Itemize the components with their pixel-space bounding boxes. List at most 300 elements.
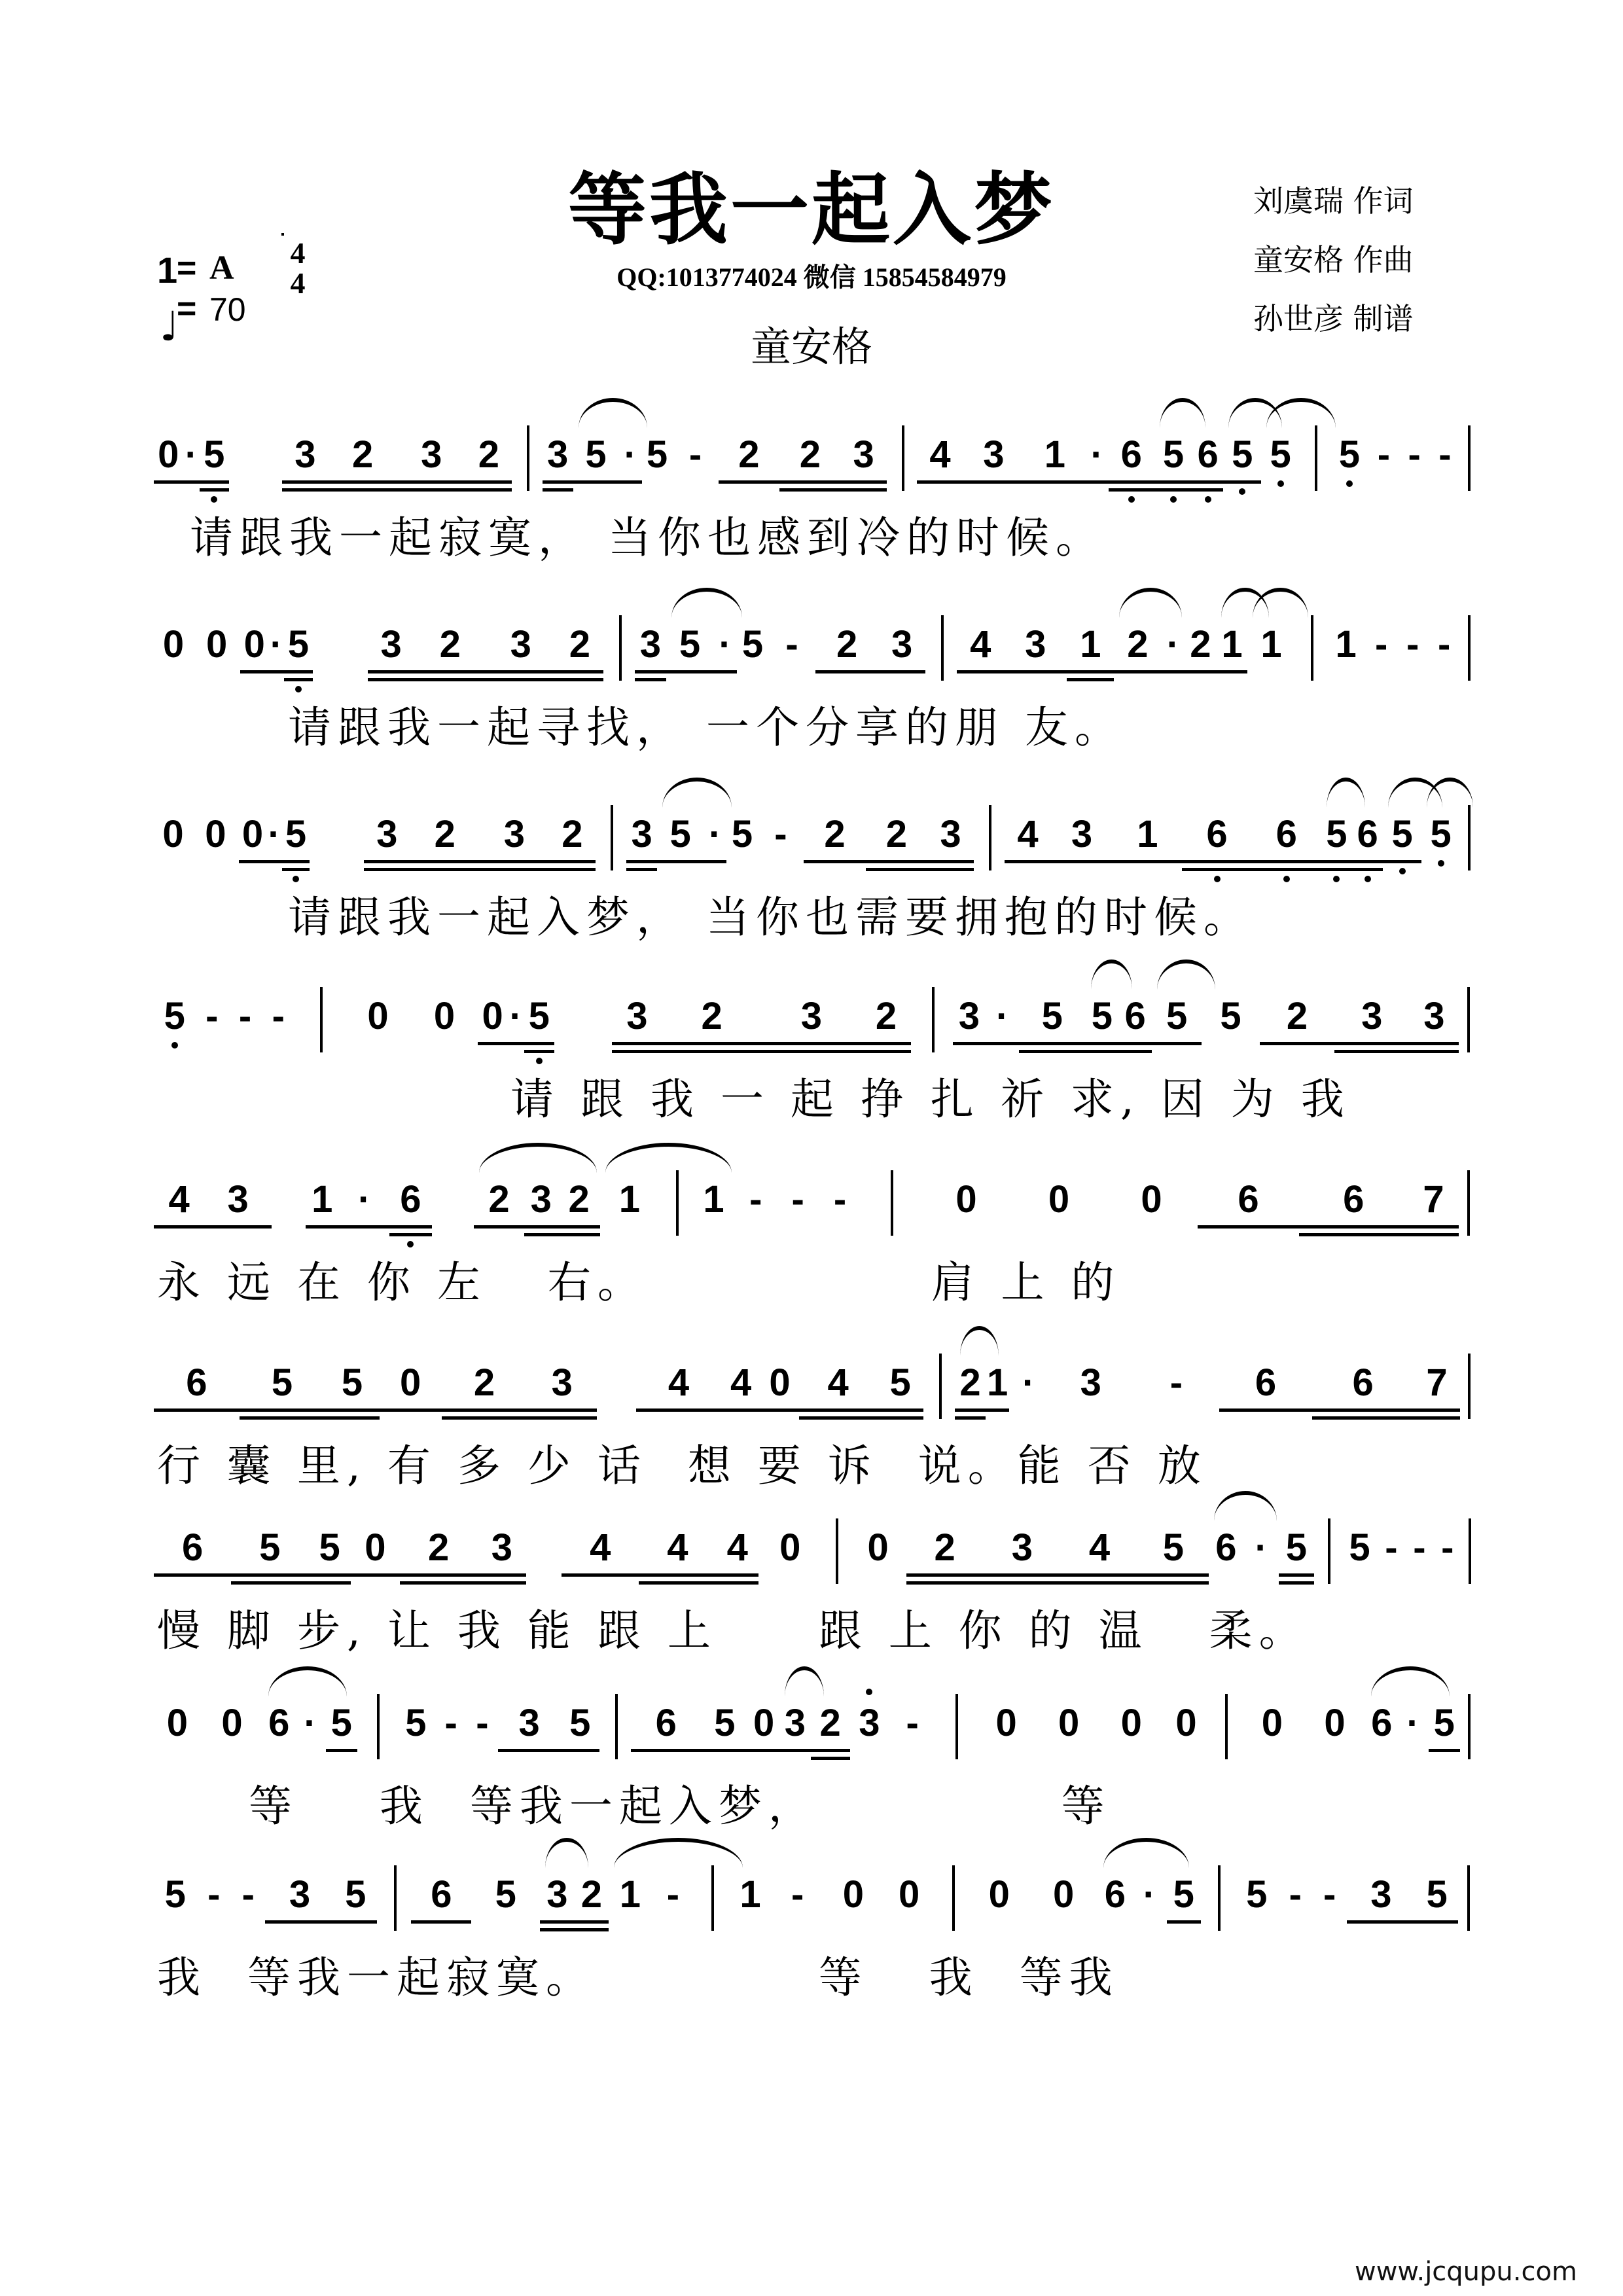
note-text: 0 (365, 1526, 386, 1569)
underline-eighth (1109, 480, 1154, 484)
note-text: 2 (875, 995, 897, 1037)
underline-sixteenth (1067, 678, 1114, 681)
barline-stroke (952, 1865, 955, 1931)
note-text: 4 (1088, 1526, 1111, 1569)
underline-eighth (1152, 1042, 1202, 1045)
note (953, 994, 986, 1039)
extension-dash (1366, 622, 1397, 668)
slur-arc (268, 1666, 347, 1696)
barline (1295, 622, 1327, 668)
underline-eighth (339, 1225, 389, 1229)
note (474, 1177, 524, 1223)
note (666, 622, 713, 668)
note (1209, 1525, 1244, 1571)
note-text: 2 (1286, 995, 1308, 1037)
note (540, 1872, 574, 1918)
note-text: - (1385, 1526, 1398, 1569)
slur-arc (662, 778, 732, 808)
underline-eighth (631, 1749, 702, 1752)
underline-sixteenth (328, 488, 397, 492)
underline-sixteenth (524, 1233, 558, 1236)
underline-eighth (713, 670, 737, 673)
note (306, 1177, 339, 1223)
underline-sixteenth (1019, 1050, 1086, 1053)
note (662, 994, 761, 1039)
contact-info: QQ:1013774024 微信 15854584979 (616, 262, 1007, 292)
underline-eighth (478, 1042, 508, 1045)
underline-sixteenth (240, 1416, 325, 1420)
score-line (154, 1360, 1476, 1439)
underline-sixteenth (364, 868, 410, 871)
underline-eighth (266, 860, 282, 863)
note-text: · (1143, 1873, 1156, 1916)
underline-eighth (1024, 480, 1086, 484)
underline-eighth (704, 860, 726, 863)
underline-sixteenth (877, 1416, 923, 1420)
note (154, 812, 192, 857)
extension-dash (1377, 1525, 1405, 1571)
barline (1300, 432, 1330, 478)
note-text: 2 (836, 623, 858, 666)
slur-arc (785, 1666, 824, 1696)
note (957, 622, 1004, 668)
note-text: 2 (738, 433, 760, 476)
extension-dash (772, 1872, 823, 1918)
note-text: 0 (988, 1873, 1010, 1916)
note (636, 1360, 722, 1406)
key-name: A (209, 249, 234, 287)
note-text: · (719, 623, 732, 666)
note-text: - (444, 1702, 457, 1744)
underline-eighth (411, 1920, 471, 1924)
note (927, 812, 974, 857)
note-text: - (785, 623, 798, 666)
note-text: 5 (341, 1361, 363, 1404)
note (1024, 432, 1086, 478)
note (779, 1700, 811, 1746)
note-text: 5 (287, 623, 310, 666)
underline-eighth (486, 670, 556, 673)
note-text: 5 (528, 995, 550, 1037)
underline-eighth (1321, 860, 1352, 863)
underline-eighth (415, 670, 486, 673)
note-text: 1 (740, 1873, 761, 1916)
augmentation-dot (704, 812, 726, 857)
note-text: 2 (434, 813, 455, 855)
underline-eighth (1223, 480, 1261, 484)
underline-eighth (1086, 480, 1109, 484)
note (526, 1525, 562, 1571)
note (721, 1360, 760, 1406)
underline-eighth (325, 1408, 379, 1412)
note-text: 2 (569, 623, 590, 666)
note-text: 5 (495, 1873, 516, 1916)
slur-arc (1427, 778, 1473, 808)
note (478, 994, 508, 1039)
underline-sixteenth (811, 1757, 850, 1760)
note (334, 1872, 377, 1918)
note-text: · (185, 433, 198, 476)
underline-eighth (282, 480, 328, 484)
underline-eighth (666, 670, 713, 673)
note-text: 6 (1215, 1526, 1237, 1569)
barline (1461, 1525, 1475, 1571)
note (1037, 1700, 1100, 1746)
underline-sixteenth (1252, 868, 1321, 871)
underline-eighth (779, 480, 841, 484)
notation-row (154, 1525, 1476, 1604)
note-text: 0 (779, 1526, 801, 1569)
barline (925, 622, 957, 668)
lyrics-line: 行 囊 里, 有 多 少 话 想 要 诉 说。能 否 放 (157, 1441, 1207, 1491)
high-octave-dot (866, 1689, 872, 1695)
note-text: 5 (1166, 995, 1188, 1037)
notation-row (154, 622, 1476, 700)
barline-stroke (939, 1354, 942, 1419)
underline-eighth (906, 1573, 984, 1577)
note-text: - (1169, 1361, 1183, 1404)
underline-sixteenth (477, 1581, 526, 1585)
note-text: 2 (799, 433, 821, 476)
note-text: - (1438, 623, 1451, 666)
note-text: 2 (580, 1873, 602, 1916)
underline-sixteenth (799, 1416, 877, 1420)
barline-stroke (527, 425, 529, 491)
slur-arc (545, 1838, 588, 1868)
note-text: 5 (1173, 1873, 1194, 1916)
underline-eighth (702, 1749, 749, 1752)
augmentation-dot (1009, 1360, 1048, 1406)
barline (974, 812, 1005, 857)
note-text: 2 (488, 1178, 510, 1221)
barline-stroke (615, 1694, 618, 1759)
note-text: 2 (478, 433, 500, 476)
note-text: 3 (853, 433, 874, 476)
underline-eighth (442, 1408, 527, 1412)
note (231, 1525, 308, 1571)
note-text: 3 (800, 995, 822, 1037)
note (1100, 1700, 1163, 1746)
slur-arc (1371, 1666, 1450, 1696)
barline-stroke (941, 615, 944, 681)
underline-eighth (1383, 860, 1421, 863)
note-text: 5 (1349, 1526, 1370, 1569)
note (1105, 1177, 1198, 1223)
barline (861, 1177, 920, 1223)
note (154, 1177, 204, 1223)
note-text: 0 (221, 1702, 243, 1744)
note-text: 5 (259, 1526, 281, 1569)
note (432, 1177, 474, 1223)
note (368, 622, 415, 668)
extension-dash (672, 432, 718, 478)
note-text: 0 (205, 813, 226, 855)
note-text: 6 (1104, 1873, 1126, 1916)
note (717, 1525, 758, 1571)
extension-dash (435, 1700, 467, 1746)
note-text: 0 (769, 1361, 791, 1404)
underline-eighth (1138, 1573, 1208, 1577)
underline-eighth (368, 670, 415, 673)
note (1167, 1872, 1201, 1918)
underline-eighth (543, 480, 573, 484)
note (265, 1872, 334, 1918)
extension-dash (467, 1700, 498, 1746)
underline-sixteenth (415, 678, 486, 681)
extension-dash (1133, 1360, 1219, 1406)
note (702, 1700, 749, 1746)
extension-dash (1399, 432, 1430, 478)
underline-eighth (639, 1573, 716, 1577)
note (1304, 1700, 1366, 1746)
underline-eighth (815, 670, 878, 673)
quarter-note-icon: ♩ (160, 302, 179, 350)
underline-eighth (474, 1225, 524, 1229)
note (984, 1525, 1061, 1571)
underline-eighth (477, 1573, 526, 1577)
augmentation-dot (1161, 622, 1185, 668)
slur-arc (960, 1326, 999, 1356)
underline-sixteenth (325, 1416, 379, 1420)
note (345, 994, 412, 1039)
underline-eighth (1067, 670, 1114, 673)
note (975, 1700, 1038, 1746)
underline-eighth (351, 1573, 400, 1577)
note (1109, 432, 1154, 478)
barline (1460, 812, 1476, 857)
underline-eighth (986, 1042, 1019, 1045)
note-text: 5 (1285, 1526, 1307, 1569)
lyrics-line: 请跟我一起寂寞， 当你也感到冷的时候。 (190, 512, 1105, 563)
underline-eighth (1167, 1920, 1201, 1924)
note-text: 0 (955, 1178, 977, 1221)
extension-dash (195, 994, 228, 1039)
note-text: 0 (162, 623, 185, 666)
slur-arc (1266, 398, 1335, 428)
note (498, 1700, 561, 1746)
note-text: 3 (546, 433, 569, 476)
underline-sixteenth (389, 1233, 431, 1236)
barline (512, 432, 543, 478)
underline-sixteenth (200, 488, 228, 492)
underline-eighth (524, 1225, 558, 1229)
underline-eighth (400, 1573, 477, 1577)
low-octave-dot (1346, 480, 1353, 487)
note (389, 1177, 431, 1223)
note-text: 5 (1220, 995, 1241, 1037)
underline-sixteenth (466, 488, 512, 492)
note-text: 3 (546, 1873, 568, 1916)
notation-row (154, 1700, 1476, 1779)
low-octave-dot (1438, 860, 1444, 867)
extension-dash (1397, 622, 1429, 668)
barline-stroke (1468, 1694, 1471, 1759)
underline-eighth (1409, 1042, 1459, 1045)
underline-sixteenth (1312, 1416, 1413, 1420)
note-text: 5 (271, 1361, 293, 1404)
note-text: 5 (714, 1702, 736, 1744)
note (969, 1872, 1029, 1918)
underline-sixteenth (486, 678, 556, 681)
note-text: 4 (929, 433, 951, 476)
note-text: 5 (319, 1526, 340, 1569)
underline-sixteenth (984, 1581, 1061, 1585)
note-text: 0 (433, 995, 455, 1037)
underline-sixteenth (543, 488, 573, 492)
note-text: - (1374, 623, 1388, 666)
underline-eighth (878, 670, 925, 673)
augmentation-dot (713, 622, 737, 668)
note-text: 0 (241, 813, 264, 855)
tempo-value: 70 (209, 291, 246, 328)
time-signature-top: 4 (290, 236, 306, 270)
note-text: 4 (1017, 813, 1039, 855)
note-text: 6 (1352, 1361, 1374, 1404)
note-text: 7 (1423, 1178, 1444, 1221)
underline-sixteenth (626, 868, 657, 871)
underline-eighth (326, 1749, 357, 1752)
note-text: 3 (639, 623, 662, 666)
note-text: 3 (1370, 1873, 1392, 1916)
extension-dash (1429, 622, 1460, 668)
underline-sixteenth (639, 1581, 716, 1585)
note (657, 812, 704, 857)
underline-eighth (811, 1749, 850, 1752)
note-text: - (749, 1178, 762, 1221)
underline-sixteenth (1334, 1050, 1409, 1053)
note (748, 1700, 779, 1746)
notation-row (154, 1360, 1476, 1439)
underline-eighth (804, 860, 865, 863)
note-text: 2 (1190, 623, 1211, 666)
underline-eighth (240, 670, 268, 673)
note-text: 3 (503, 813, 526, 855)
note (719, 432, 780, 478)
underline-eighth (265, 1920, 334, 1924)
note-text: 5 (1232, 433, 1253, 476)
note-text: - (791, 1178, 804, 1221)
note-text: 0 (1175, 1702, 1197, 1744)
barline (923, 1360, 955, 1406)
barline-stroke (320, 987, 323, 1052)
underline-eighth (498, 1749, 561, 1752)
underline-eighth (240, 1408, 325, 1412)
note (229, 432, 283, 478)
note (1279, 1525, 1314, 1571)
barline-stroke (1467, 1170, 1470, 1236)
note-text: 5 (330, 1702, 352, 1744)
barline (596, 812, 626, 857)
note (920, 1177, 1013, 1223)
underline-eighth (841, 480, 887, 484)
note (861, 994, 911, 1039)
note-text: 2 (473, 1361, 495, 1404)
note-text: 5 (679, 623, 701, 666)
underline-eighth (1154, 480, 1192, 484)
barline (1314, 1525, 1342, 1571)
note (878, 622, 925, 668)
slur-arc (1253, 588, 1308, 618)
note (486, 622, 556, 668)
note-text: 2 (885, 813, 908, 855)
underline-sixteenth (1321, 868, 1352, 871)
note-text: 4 (970, 623, 991, 666)
note-text: 1 (619, 1873, 641, 1916)
extension-dash (1405, 1525, 1433, 1571)
note (758, 1525, 822, 1571)
note (471, 1872, 540, 1918)
note (1202, 994, 1260, 1039)
note-text: 2 (427, 1526, 450, 1569)
note (1334, 994, 1409, 1039)
barline (1459, 1177, 1476, 1223)
underline-sixteenth (1352, 868, 1383, 871)
note-text: 0 (482, 995, 503, 1037)
underline-eighth (953, 1042, 986, 1045)
note (154, 432, 183, 478)
note (1067, 622, 1114, 668)
note-text: 1 (703, 1178, 724, 1221)
augmentation-dot (294, 1700, 326, 1746)
underline-eighth (1414, 1408, 1460, 1412)
barline (1460, 622, 1476, 668)
note (396, 1700, 435, 1746)
underline-eighth (719, 480, 780, 484)
note-text: 5 (405, 1702, 427, 1744)
score-line (154, 1177, 1476, 1255)
underline-sixteenth (662, 1050, 761, 1053)
extension-dash (197, 1872, 231, 1918)
underline-eighth (1182, 860, 1251, 863)
note (1321, 812, 1352, 857)
note-text: · (304, 1702, 317, 1744)
note (1198, 1177, 1298, 1223)
underline-sixteenth (308, 1581, 350, 1585)
note-text: · (1166, 623, 1180, 666)
underline-eighth (1161, 670, 1185, 673)
note (154, 994, 195, 1039)
note (524, 1177, 558, 1223)
note-text: 4 (730, 1361, 752, 1404)
underline-sixteenth (442, 1416, 527, 1420)
low-octave-dot (1364, 876, 1371, 882)
note (1429, 1700, 1460, 1746)
underline-sixteenth (1279, 1581, 1314, 1585)
barline-stroke (1467, 987, 1470, 1052)
underline-eighth (524, 1042, 554, 1045)
underline-eighth (480, 860, 549, 863)
score-line (154, 994, 1476, 1072)
underline-eighth (364, 860, 410, 863)
note (263, 1700, 294, 1746)
underline-sixteenth (282, 868, 310, 871)
note (762, 994, 861, 1039)
lyrics-line: 请跟我一起入梦， 当你也需要拥抱的时候。 (288, 892, 1253, 942)
augmentation-dot (1132, 1872, 1166, 1918)
note (692, 1177, 734, 1223)
note (442, 1360, 527, 1406)
underline-eighth (963, 480, 1025, 484)
note (1113, 812, 1182, 857)
note-text: 6 (1120, 433, 1142, 476)
note (1261, 432, 1299, 478)
note (543, 432, 573, 478)
lyrics-line: 慢 脚 步, 让 我 能 跟 上 跟 上 你 的 温 柔。 (157, 1605, 1309, 1656)
note (1004, 622, 1067, 668)
underline-eighth (527, 1408, 597, 1412)
barline-stroke (1225, 1694, 1228, 1759)
note (1086, 994, 1119, 1039)
